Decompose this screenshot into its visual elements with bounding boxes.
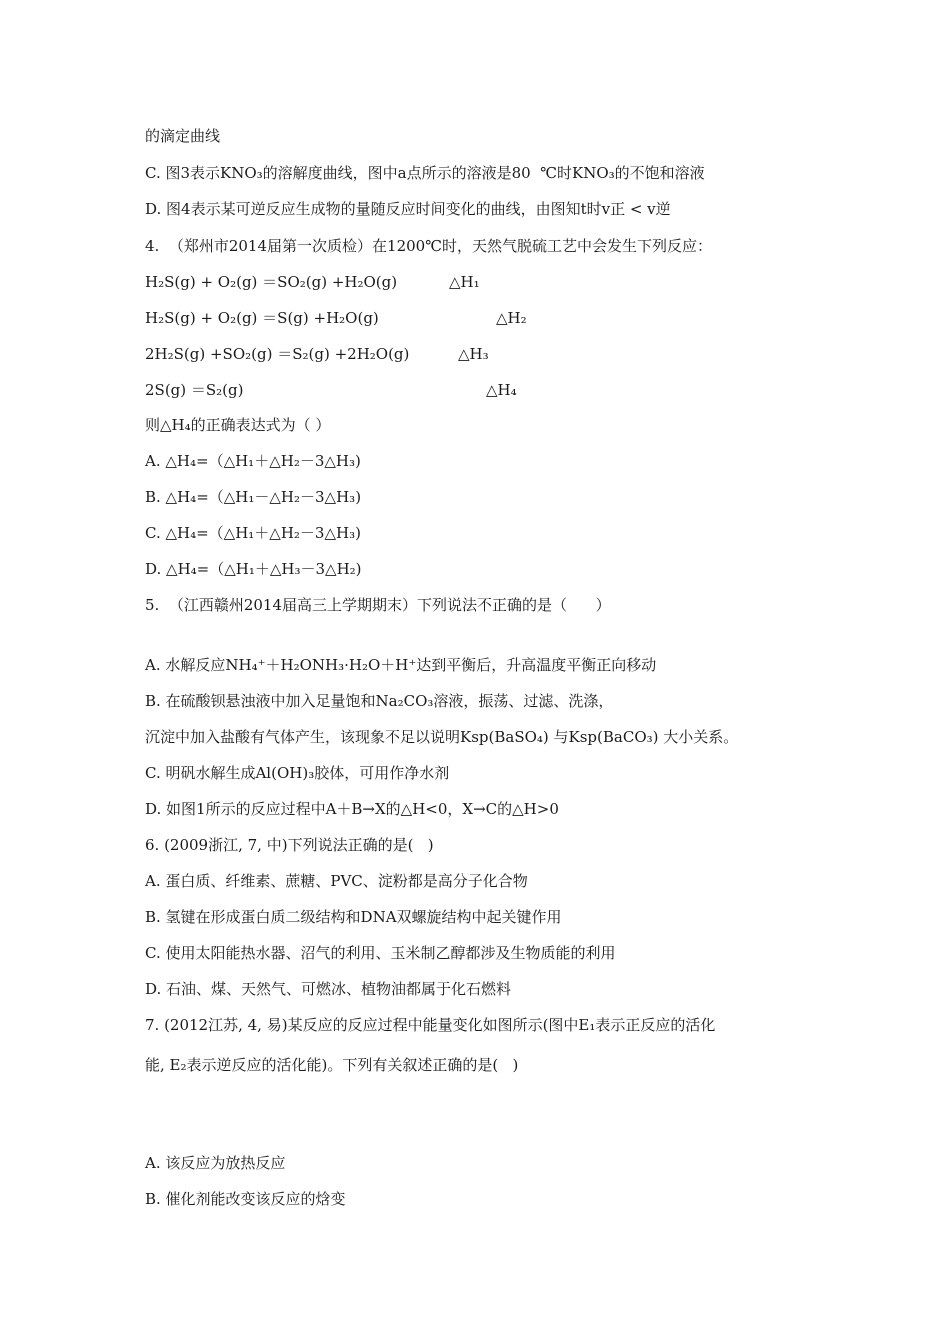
reaction-1: H₂S(g) + O₂(g) ＝SO₂(g) +H₂O(g): [145, 273, 398, 291]
question-5-option-b: B. 在硫酸钡悬浊液中加入足量饱和Na₂CO₃溶液，振荡、过滤、洗涤，: [145, 692, 614, 710]
question-7-option-a: A. 该反应为放热反应: [145, 1154, 286, 1172]
question-4-option-d: D. △H₄=（△H₁＋△H₃－3△H₂): [145, 560, 362, 578]
question-6-option-c: C. 使用太阳能热水器、沼气的利用、玉米制乙醇都涉及生物质能的利用: [145, 944, 616, 962]
text-line: 的滴定曲线: [145, 127, 221, 145]
question-4: 4. （郑州市2014届第一次质检）在1200℃时，天然气脱硫工艺中会发生下列反应：: [145, 237, 712, 255]
question-5-option-a: A. 水解反应NH₄⁺＋H₂ONH₃·H₂O＋H⁺达到平衡后，升高温度平衡正向移动: [145, 656, 657, 674]
question-5-option-d: D. 如图1所示的反应过程中A＋B→X的△H<0，X→C的△H>0: [145, 800, 559, 818]
option-c: C. 图3表示KNO₃的溶解度曲线，图中a点所示的溶液是80 ℃时KNO₃的不饱和溶液: [145, 164, 705, 182]
reaction-3-enthalpy: △H₃: [458, 345, 489, 363]
reaction-4-enthalpy: △H₄: [486, 381, 517, 399]
question-5-option-b-cont: 沉淀中加入盐酸有气体产生，该现象不足以说明Ksp(BaSO₄) 与Ksp(BaCO₃) 大小关系。: [145, 728, 739, 746]
question-7-option-b: B. 催化剂能改变该反应的焓变: [145, 1190, 346, 1208]
reaction-3: 2H₂S(g) +SO₂(g) ＝S₂(g) +2H₂O(g): [145, 345, 410, 363]
question-7: 7. (2012江苏, 4, 易)某反应的反应过程中能量变化如图所示(图中E₁表示正反应的活化: [145, 1016, 716, 1034]
option-d: D. 图4表示某可逆反应生成物的量随反应时间变化的曲线，由图知t时v正 < v逆: [145, 200, 671, 218]
question-5-option-c: C. 明矾水解生成Al(OH)₃胶体，可用作净水剂: [145, 764, 450, 782]
reaction-2-enthalpy: △H₂: [496, 309, 527, 327]
reaction-1-enthalpy: △H₁: [449, 273, 480, 291]
question-4-option-b: B. △H₄=（△H₁－△H₂－3△H₃): [145, 488, 362, 506]
question-6-option-d: D. 石油、煤、天然气、可燃冰、植物油都属于化石燃料: [145, 980, 512, 998]
question-5: 5. （江西赣州2014届高三上学期期末）下列说法不正确的是（ ）: [145, 596, 611, 614]
question-7-cont: 能, E₂表示逆反应的活化能)。下列有关叙述正确的是( ): [145, 1056, 519, 1074]
question-6-option-a: A. 蛋白质、纤维素、蔗糖、PVC、淀粉都是高分子化合物: [145, 872, 528, 890]
question-6: 6. (2009浙江, 7, 中)下列说法正确的是( ): [145, 836, 434, 854]
question-4-stem: 则△H₄的正确表达式为（ ）: [145, 416, 331, 434]
question-4-option-c: C. △H₄=（△H₁＋△H₂－3△H₃): [145, 524, 361, 542]
question-6-option-b: B. 氢键在形成蛋白质二级结构和DNA双螺旋结构中起关键作用: [145, 908, 562, 926]
reaction-2: H₂S(g) + O₂(g) ＝S(g) +H₂O(g): [145, 309, 379, 327]
question-4-option-a: A. △H₄=（△H₁＋△H₂－3△H₃): [145, 452, 361, 470]
reaction-4: 2S(g) ＝S₂(g): [145, 381, 244, 399]
